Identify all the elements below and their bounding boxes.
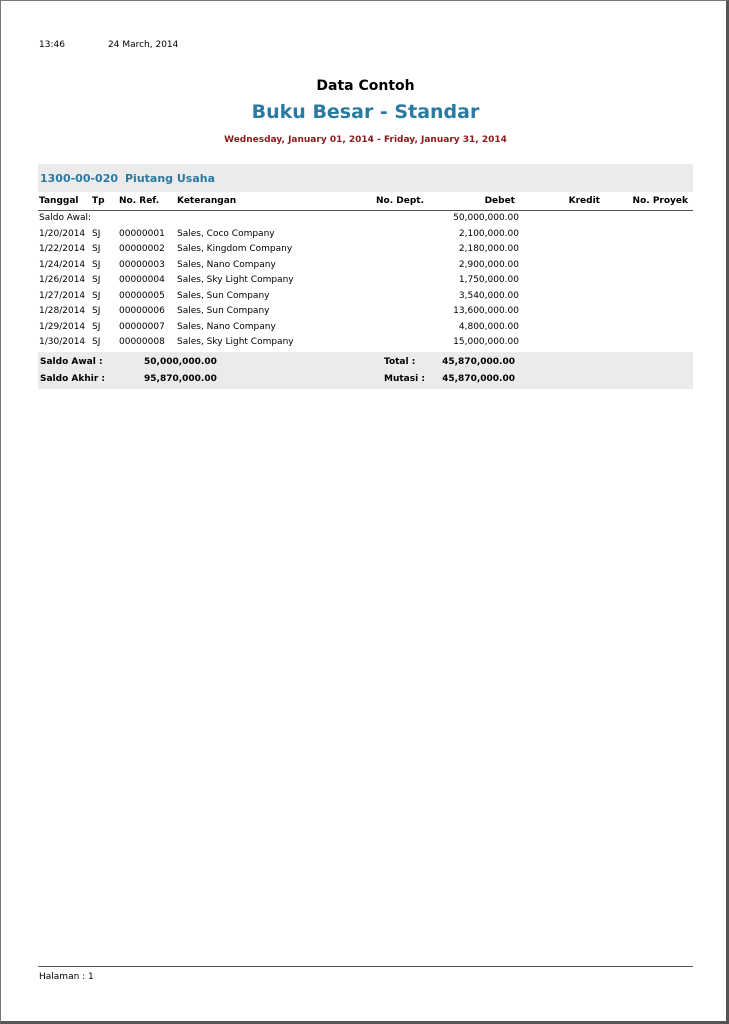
footer-divider (38, 966, 693, 967)
cell-debet: 2,180,000.00 (458, 244, 519, 254)
account-name: Piutang Usaha (125, 172, 216, 185)
cell-tp: SJ (92, 322, 101, 332)
col-header-ref: No. Ref. (119, 196, 160, 206)
opening-debet: 50,000,000.00 (453, 213, 519, 223)
table-row (1, 337, 729, 352)
cell-tanggal: 1/29/2014 (39, 322, 86, 332)
col-header-dept: No. Dept. (375, 196, 424, 206)
cell-keterangan: Sales, Coco Company (177, 229, 275, 239)
cell-debet: 2,900,000.00 (458, 260, 519, 270)
cell-ref: 00000004 (119, 275, 165, 285)
cell-ref: 00000005 (119, 291, 165, 301)
cell-tp: SJ (92, 291, 101, 301)
cell-tanggal: 1/30/2014 (39, 337, 86, 347)
cell-tp: SJ (92, 306, 101, 316)
cell-tanggal: 1/22/2014 (39, 244, 86, 254)
cell-debet: 4,800,000.00 (458, 322, 519, 332)
cell-ref: 00000007 (119, 322, 165, 332)
cell-tanggal: 1/28/2014 (39, 306, 86, 316)
table-row (1, 322, 729, 337)
cell-tanggal: 1/26/2014 (39, 275, 86, 285)
saldo-awal-label: Saldo Awal : (40, 357, 103, 367)
table-row (1, 306, 729, 321)
col-header-debet: Debet (484, 196, 515, 206)
cell-ref: 00000006 (119, 306, 165, 316)
cell-ref: 00000003 (119, 260, 165, 270)
col-header-tp: Tp (92, 196, 105, 206)
cell-debet: 2,100,000.00 (458, 229, 519, 239)
print-time: 13:46 (39, 40, 65, 50)
cell-ref: 00000001 (119, 229, 165, 239)
table-row (1, 275, 729, 290)
cell-tp: SJ (92, 260, 101, 270)
table-row (1, 260, 729, 275)
cell-debet: 3,540,000.00 (458, 291, 519, 301)
cell-debet: 13,600,000.00 (453, 306, 519, 316)
cell-keterangan: Sales, Sun Company (177, 306, 270, 316)
saldo-akhir-label: Saldo Akhir : (40, 374, 106, 384)
cell-tanggal: 1/24/2014 (39, 260, 86, 270)
print-date: 24 March, 2014 (108, 40, 179, 50)
total-label: Total : (384, 357, 416, 367)
col-header-proyek: No. Proyek (632, 196, 688, 206)
saldo-awal-value: 50,000,000.00 (144, 357, 217, 367)
report-title: Buku Besar - Standar (251, 101, 480, 123)
table-row (1, 291, 729, 306)
cell-keterangan: Sales, Sky Light Company (177, 275, 294, 285)
cell-ref: 00000002 (119, 244, 165, 254)
table-row (1, 229, 729, 244)
table-row (1, 244, 729, 259)
cell-tanggal: 1/27/2014 (39, 291, 86, 301)
opening-label: Saldo Awal: (39, 213, 92, 223)
cell-tanggal: 1/20/2014 (39, 229, 86, 239)
saldo-akhir-value: 95,870,000.00 (144, 374, 217, 384)
cell-debet: 15,000,000.00 (453, 337, 519, 347)
cell-keterangan: Sales, Nano Company (177, 260, 276, 270)
page-number: Halaman : 1 (39, 972, 94, 982)
company-name: Data Contoh (316, 78, 415, 94)
cell-tp: SJ (92, 275, 101, 285)
cell-tp: SJ (92, 337, 101, 347)
col-header-tanggal: Tanggal (39, 196, 79, 206)
cell-ref: 00000008 (119, 337, 165, 347)
cell-keterangan: Sales, Sun Company (177, 291, 270, 301)
col-header-keterangan: Keterangan (177, 196, 237, 206)
account-number: 1300-00-020 (40, 172, 119, 185)
cell-tp: SJ (92, 229, 101, 239)
mutasi-value: 45,870,000.00 (442, 374, 515, 384)
total-value: 45,870,000.00 (442, 357, 515, 367)
mutasi-label: Mutasi : (384, 374, 425, 384)
header-divider (38, 210, 693, 211)
col-header-kredit: Kredit (568, 196, 600, 206)
cell-keterangan: Sales, Sky Light Company (177, 337, 294, 347)
cell-keterangan: Sales, Kingdom Company (177, 244, 293, 254)
cell-debet: 1,750,000.00 (458, 275, 519, 285)
report-period: Wednesday, January 01, 2014 - Friday, January 31, 2014 (224, 135, 507, 145)
summary-band (38, 352, 693, 389)
opening-balance-row (1, 213, 729, 228)
cell-tp: SJ (92, 244, 101, 254)
cell-keterangan: Sales, Nano Company (177, 322, 276, 332)
